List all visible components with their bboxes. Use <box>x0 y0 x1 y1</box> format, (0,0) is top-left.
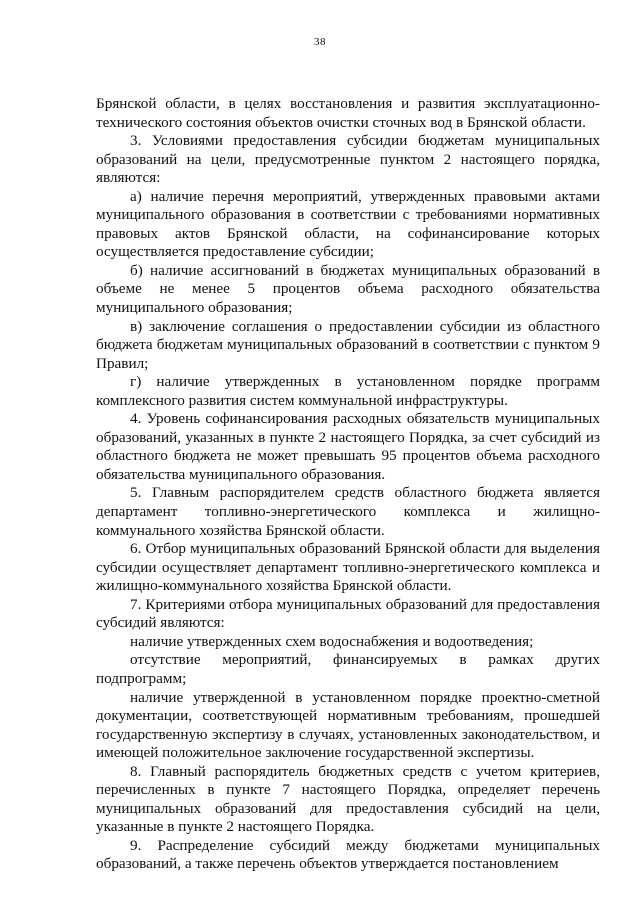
paragraph-item-3v: в) заключение соглашения о предоставлении субсидии из областного бюджета бюджетам муниципальных образований в соответствии с пунктом 9 Правил; <box>96 317 600 372</box>
paragraph-item-3g: г) наличие утвержденных в установленном порядке программ комплексного развития систем коммунальной инфраструктуры. <box>96 373 600 409</box>
paragraph-item-4: 4. Уровень софинансирования расходных обязательств муниципальных образований, указанных в пункте 2 настоящего Порядка, за счет субсидий из областного бюджета не может превышать 95 процентов объема расходного обязательства муниципального образования. <box>96 410 600 483</box>
paragraph-item-6: 6. Отбор муниципальных образований Брянской области для выделения субсидии осуществляет департамент топливно-энергетического комплекса и жилищно-коммунального хозяйства Брянской области. <box>96 540 600 595</box>
paragraph-continuation: Брянской области, в целях восстановления и развития эксплуатационно-технического состояния объектов очистки сточных вод в Брянской области. <box>96 95 600 131</box>
criteria-item-2: отсутствие мероприятий, финансируемых в рамках других подпрограмм; <box>96 651 600 687</box>
paragraph-item-3: 3. Условиями предоставления субсидии бюджетам муниципальных образований на цели, предусмотренные пунктом 2 настоящего порядка, являются: <box>96 132 600 187</box>
document-body <box>96 95 600 874</box>
paragraph-item-8: 8. Главный распорядитель бюджетных средств с учетом критериев, перечисленных в пункте 7 настоящего Порядка, определяет перечень муниципальных образований для предоставления субсидий на цели, указанные в пункте 2 настоящего Порядка. <box>96 762 600 836</box>
criteria-item-3: наличие утвержденной в установленном порядке проектно-сметной документации, соответствующей нормативным требованиям, прошедшей государственную экспертизу в случаях, установленных законодательством, и имеющей положительное заключение государственной экспертизы. <box>96 688 600 762</box>
criteria-item-1: наличие утвержденных схем водоснабжения и водоотведения; <box>130 632 534 650</box>
paragraph-item-5: 5. Главным распорядителем средств областного бюджета является департамент топливно-энергетического комплекса и жилищно-коммунального хозяйства Брянской области. <box>96 484 600 539</box>
page-number: 38 <box>314 36 326 48</box>
paragraph-item-3a: а) наличие перечня мероприятий, утвержденных правовыми актами муниципального образования в соответствии с требованиями нормативных правовых актов Брянской области, на софинансирование которых осуществляется предоставление субсидии; <box>96 187 600 261</box>
paragraph-item-7: 7. Критериями отбора муниципальных образований для предоставления субсидий являются: <box>96 595 600 632</box>
paragraph-item-3b: б) наличие ассигнований в бюджетах муниципальных образований в объеме не менее 5 процентов объема расходного обязательства муниципального образования; <box>96 261 600 317</box>
paragraph-item-9: 9. Распределение субсидий между бюджетами муниципальных образований, а также перечень объектов утверждается постановлением <box>96 836 600 873</box>
